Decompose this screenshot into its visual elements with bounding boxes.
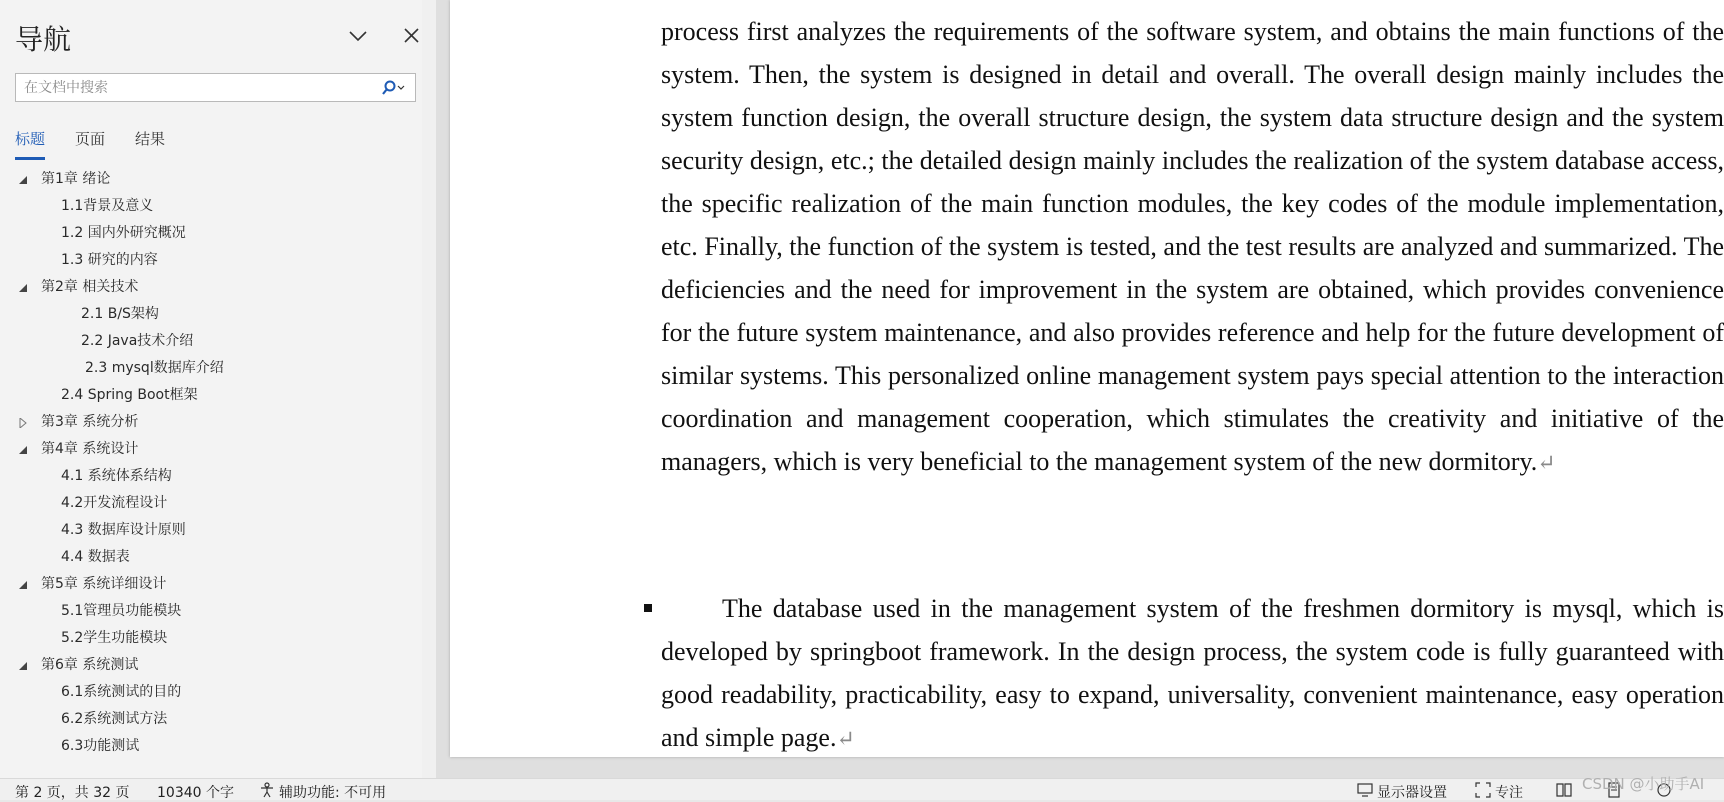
nav-options-button[interactable] [344,22,372,50]
tree-item-chapter-3[interactable]: 第3章 系统分析 [41,414,139,430]
expanded-triangle-icon [18,283,28,293]
read-mode-icon[interactable] [1556,782,1572,798]
chevron-down-icon [344,22,372,50]
accessibility-status[interactable]: 辅助功能: 不可用 [279,785,387,801]
tree-item[interactable]: 4.4 数据表 [61,549,130,565]
nav-scrollbar[interactable] [422,0,436,778]
search-input[interactable] [22,77,376,99]
tree-item[interactable]: 6.1系统测试的目的 [61,684,182,700]
display-settings-icon [1357,782,1373,798]
expand-toggle[interactable] [18,436,30,463]
tab-results[interactable]: 结果 [135,130,166,148]
watermark: CSDN @小助手AI [1582,775,1705,793]
tree-item[interactable]: 2.1 B/S架构 [81,306,159,322]
tree-item[interactable]: 6.3功能测试 [61,738,140,754]
word-count[interactable]: 10340 个字 [157,785,234,801]
tree-item-chapter-5[interactable]: 第5章 系统详细设计 [41,576,167,592]
page-indicator[interactable]: 第 2 页，共 32 页 [15,785,130,801]
tree-item[interactable]: 2.4 Spring Boot框架 [61,387,198,403]
expand-toggle[interactable] [18,274,30,301]
expand-toggle[interactable] [18,571,30,598]
paragraph-text: process first analyzes the requirements of the software system, and obtains the main functions of the system. Then, the system is designed in detail and overall. The overall design mainly includes the system function design, the overall structure design, the system data structure design and the system security design, etc.; the detailed design mainly includes the realization of the system database access, the specific realization of the main function modules, the key codes of the module implementation, etc. Finally, the function of the system is tested, and the test results are analyzed and summarized. The deficiencies and the need for improvement in the system are obtained, which provides convenience for the future system maintenance, and also provides reference and help for the future development of similar systems. This personalized online management system pays special attention to the interaction coordination and management cooperation, which stimulates the creativity and initiative of the managers, which is very beneficial to the management system of the new dormitory. [661,17,1724,476]
expanded-triangle-icon [18,175,28,185]
navigation-pane [0,0,436,778]
body-paragraph-2[interactable] [661,587,1724,760]
tree-item-chapter-6[interactable]: 第6章 系统测试 [41,657,139,673]
expanded-triangle-icon [18,580,28,590]
tree-item[interactable]: 2.2 Java技术介绍 [81,333,194,349]
search-icon [379,79,407,97]
expand-toggle[interactable] [18,166,30,193]
tree-item[interactable]: 4.1 系统体系结构 [61,468,172,484]
focus-icon [1475,782,1491,798]
expanded-triangle-icon [18,445,28,455]
expand-toggle[interactable] [18,652,30,679]
expand-toggle[interactable] [18,409,30,436]
status-bar [0,778,1724,800]
accessibility-icon [259,782,275,798]
tree-item[interactable]: 5.2学生功能模块 [61,630,168,646]
tree-item[interactable]: 1.2 国内外研究概况 [61,225,186,241]
tree-item[interactable]: 4.2开发流程设计 [61,495,168,511]
paragraph-mark: ↵ [1537,450,1556,475]
bullet-marker [644,604,652,612]
paragraph-mark: ↵ [836,726,855,751]
search-options-button[interactable] [379,79,407,97]
tree-item-chapter-2[interactable]: 第2章 相关技术 [41,279,139,295]
tree-item[interactable]: 5.1管理员功能模块 [61,603,182,619]
tree-item[interactable]: 4.3 数据库设计原则 [61,522,186,538]
search-box [15,73,416,102]
tree-item[interactable]: 1.3 研究的内容 [61,252,158,268]
tree-item-chapter-4[interactable]: 第4章 系统设计 [41,441,139,457]
paragraph-text: The database used in the management system of the freshmen dormitory is mysql, which is developed by springboot framework. In the design process, the system code is fully guaranteed with good readability, practicability, easy to expand, universality, convenient maintenance, easy operation and simple page. [661,594,1724,752]
tree-item[interactable]: 2.3 mysql数据库介绍 [85,360,224,376]
expanded-triangle-icon [18,661,28,671]
tree-item-chapter-1[interactable]: 第1章 绪论 [41,171,111,187]
display-settings-button[interactable]: 显示器设置 [1377,785,1447,801]
nav-title: 导航 [15,23,72,56]
focus-mode-button[interactable]: 专注 [1495,785,1523,801]
collapsed-triangle-icon [18,418,28,428]
tab-pages[interactable]: 页面 [75,130,106,148]
tree-item[interactable]: 1.1背景及意义 [61,198,154,214]
tree-item[interactable]: 6.2系统测试方法 [61,711,168,727]
tab-headings[interactable]: 标题 [15,128,45,160]
body-paragraph-1[interactable] [661,10,1724,484]
